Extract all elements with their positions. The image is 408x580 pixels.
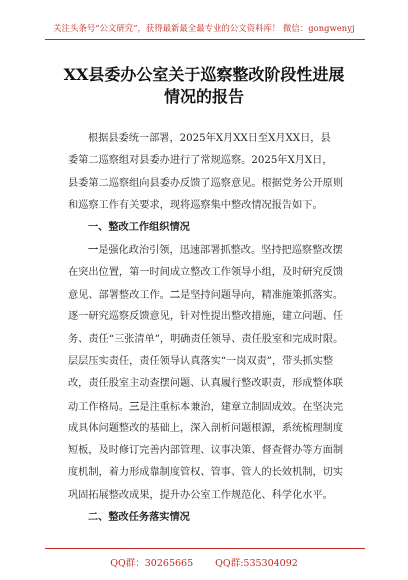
bold-mark: 一 bbox=[88, 244, 99, 257]
paragraph-line bbox=[68, 239, 350, 261]
paragraph-line-text: 是坚持问题导向，精准施策抓落实。 bbox=[180, 290, 344, 302]
paragraph-line: 在突出位置，第一时间成立整改工作领导小组，及时研究反馈 bbox=[68, 266, 344, 278]
footer-divider bbox=[45, 548, 365, 549]
paragraph-line: 成具体问题整改的基础上，深入剖析问题根源，系统梳理制度 bbox=[68, 422, 344, 434]
paragraph-line: 务、责任“三张清单”，明确责任领导、责任股室和完成时限。 bbox=[68, 333, 344, 345]
section-heading-1: 一、整改工作组织情况 bbox=[88, 222, 190, 234]
paragraph-line: 委第二巡察组对县委办进行了常规巡察。2025年X月X日， bbox=[68, 155, 333, 167]
section-heading-2: 二、整改任务落实情况 bbox=[88, 512, 190, 524]
paragraph-line: 度机制，着力形成靠制度管权、管事、管人的长效机制，切实 bbox=[68, 467, 344, 479]
footer-contact bbox=[0, 555, 408, 569]
paragraph-line-text: 是注重标本兼治，建章立制固成效。在坚决完 bbox=[139, 401, 344, 413]
paragraph-line: 层层压实责任，责任领导认真落实“一岗双责”，带头抓实整 bbox=[68, 355, 334, 367]
document-body bbox=[68, 128, 350, 529]
paragraph-line: 和巡察工作有关要求，现将巡察集中整改情况报告如下。 bbox=[68, 199, 323, 211]
paragraph-line-text: 是强化政治引领，迅速部署抓整改。坚持把巡察整改摆 bbox=[98, 245, 343, 257]
qq-group-1: QQ群：30265665 bbox=[110, 558, 194, 569]
paragraph-line: 县委第二巡察组向县委办反馈了巡察意见。根据党务公开原则 bbox=[68, 177, 344, 189]
qq-group-2: QQ群:535304092 bbox=[215, 558, 298, 569]
promo-banner: 关注头条号“公文研究”，获得最新最全最专业的公文资料库！ 微信：gongwenyj bbox=[53, 23, 355, 33]
title-line-2: 情况的报告 bbox=[163, 87, 244, 106]
paragraph-line: 根据县委统一部署，2025年X月XX日至X月XX日，县 bbox=[88, 133, 331, 144]
paragraph-line: 巩固拓展整改成果，提升办公室工作规范化、科学化水平。 bbox=[68, 489, 333, 501]
paragraph-line: 短板，及时修订完善内部管理、议事决策、督查督办等方面制 bbox=[68, 445, 344, 457]
bold-mark: 三 bbox=[129, 400, 140, 413]
header-divider bbox=[45, 39, 365, 40]
title-line-1: XX县委办公室关于巡察整改阶段性进展 bbox=[63, 65, 345, 84]
paragraph-line: 逐一研究巡察反馈意见，针对性提出整改措施，建立问题、任 bbox=[68, 311, 344, 323]
paragraph-line bbox=[68, 284, 350, 306]
paragraph-line bbox=[68, 396, 350, 418]
paragraph-line-text: 动工作格局。 bbox=[68, 401, 130, 413]
paragraph-line: 改，责任股室主动查摆问题、认真履行整改职责，形成整体联 bbox=[68, 378, 344, 390]
bold-mark: 二 bbox=[169, 289, 181, 302]
paragraph-line-text: 意见、部署整改工作。 bbox=[68, 290, 170, 302]
document-title bbox=[40, 64, 368, 108]
